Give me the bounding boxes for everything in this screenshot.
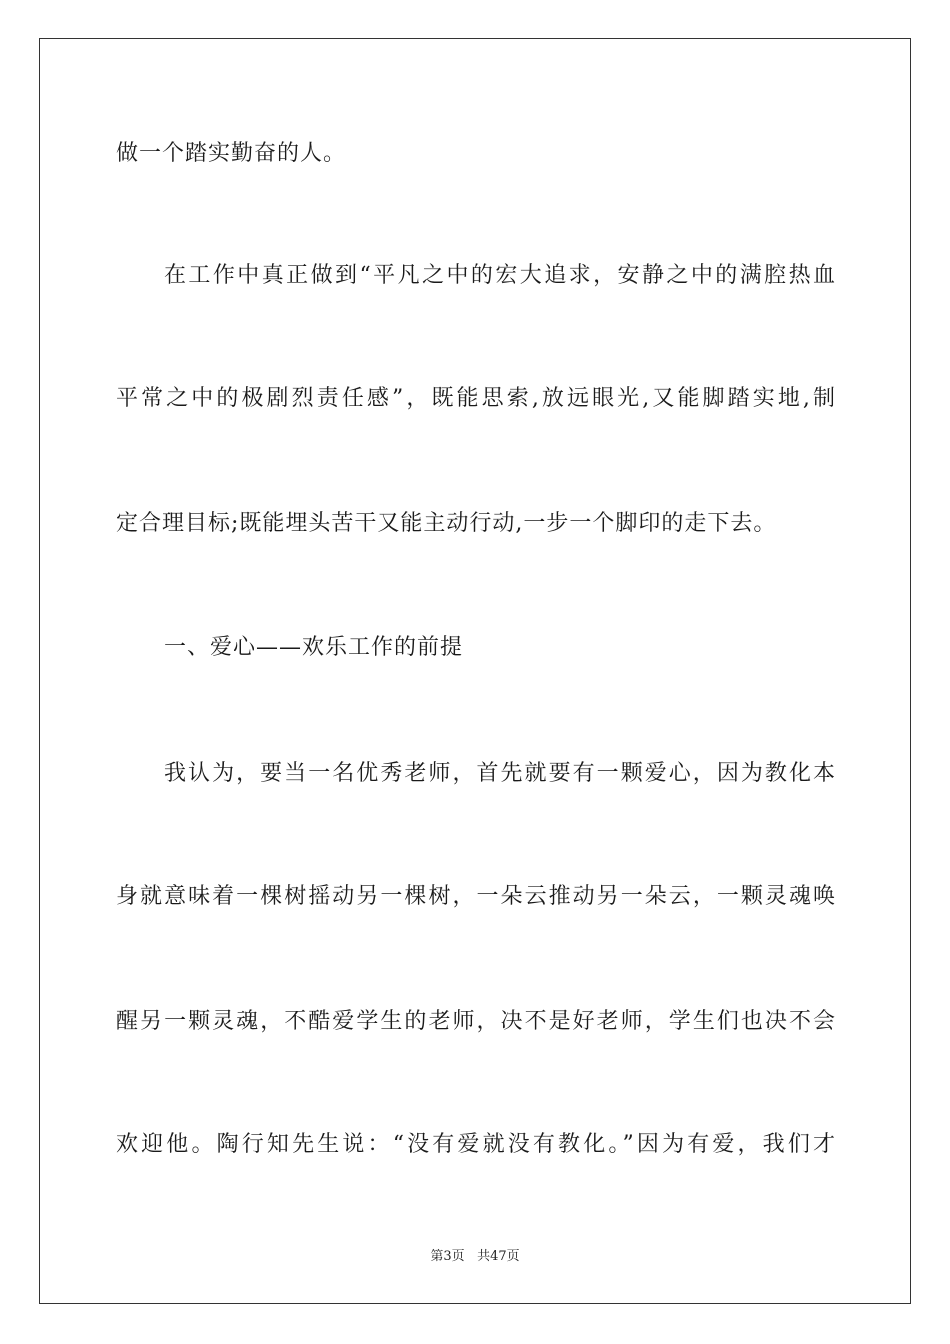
paragraph-line: 我认为，要当一名优秀老师，首先就要有一颗爱心，因为教化本 <box>164 761 836 786</box>
paragraph-line: 定合理目标;既能埋头苦干又能主动行动,一步一个脚印的走下去。 <box>116 511 777 536</box>
paragraph-line: 做一个踏实勤奋的人。 <box>116 141 347 166</box>
paragraph-line: 平常之中的极剧烈责任感”，既能思索,放远眼光,又能脚踏实地,制 <box>116 386 836 411</box>
section-heading: 一、爱心——欢乐工作的前提 <box>164 635 464 660</box>
page-number: 第3页 <box>430 1249 465 1264</box>
paragraph-line: 身就意味着一棵树摇动另一棵树，一朵云推动另一朵云，一颗灵魂唤 <box>116 884 836 909</box>
paragraph-line: 在工作中真正做到“平凡之中的宏大追求，安静之中的满腔热血 <box>164 263 836 288</box>
page-total: 共47页 <box>477 1249 520 1264</box>
paragraph-line: 欢迎他。陶行知先生说：“没有爱就没有教化。”因为有爱，我们才 <box>116 1132 836 1157</box>
paragraph-line: 醒另一颗灵魂，不酷爱学生的老师，决不是好老师，学生们也决不会 <box>116 1009 836 1034</box>
page-footer <box>0 1249 950 1265</box>
page-border <box>39 38 911 1304</box>
